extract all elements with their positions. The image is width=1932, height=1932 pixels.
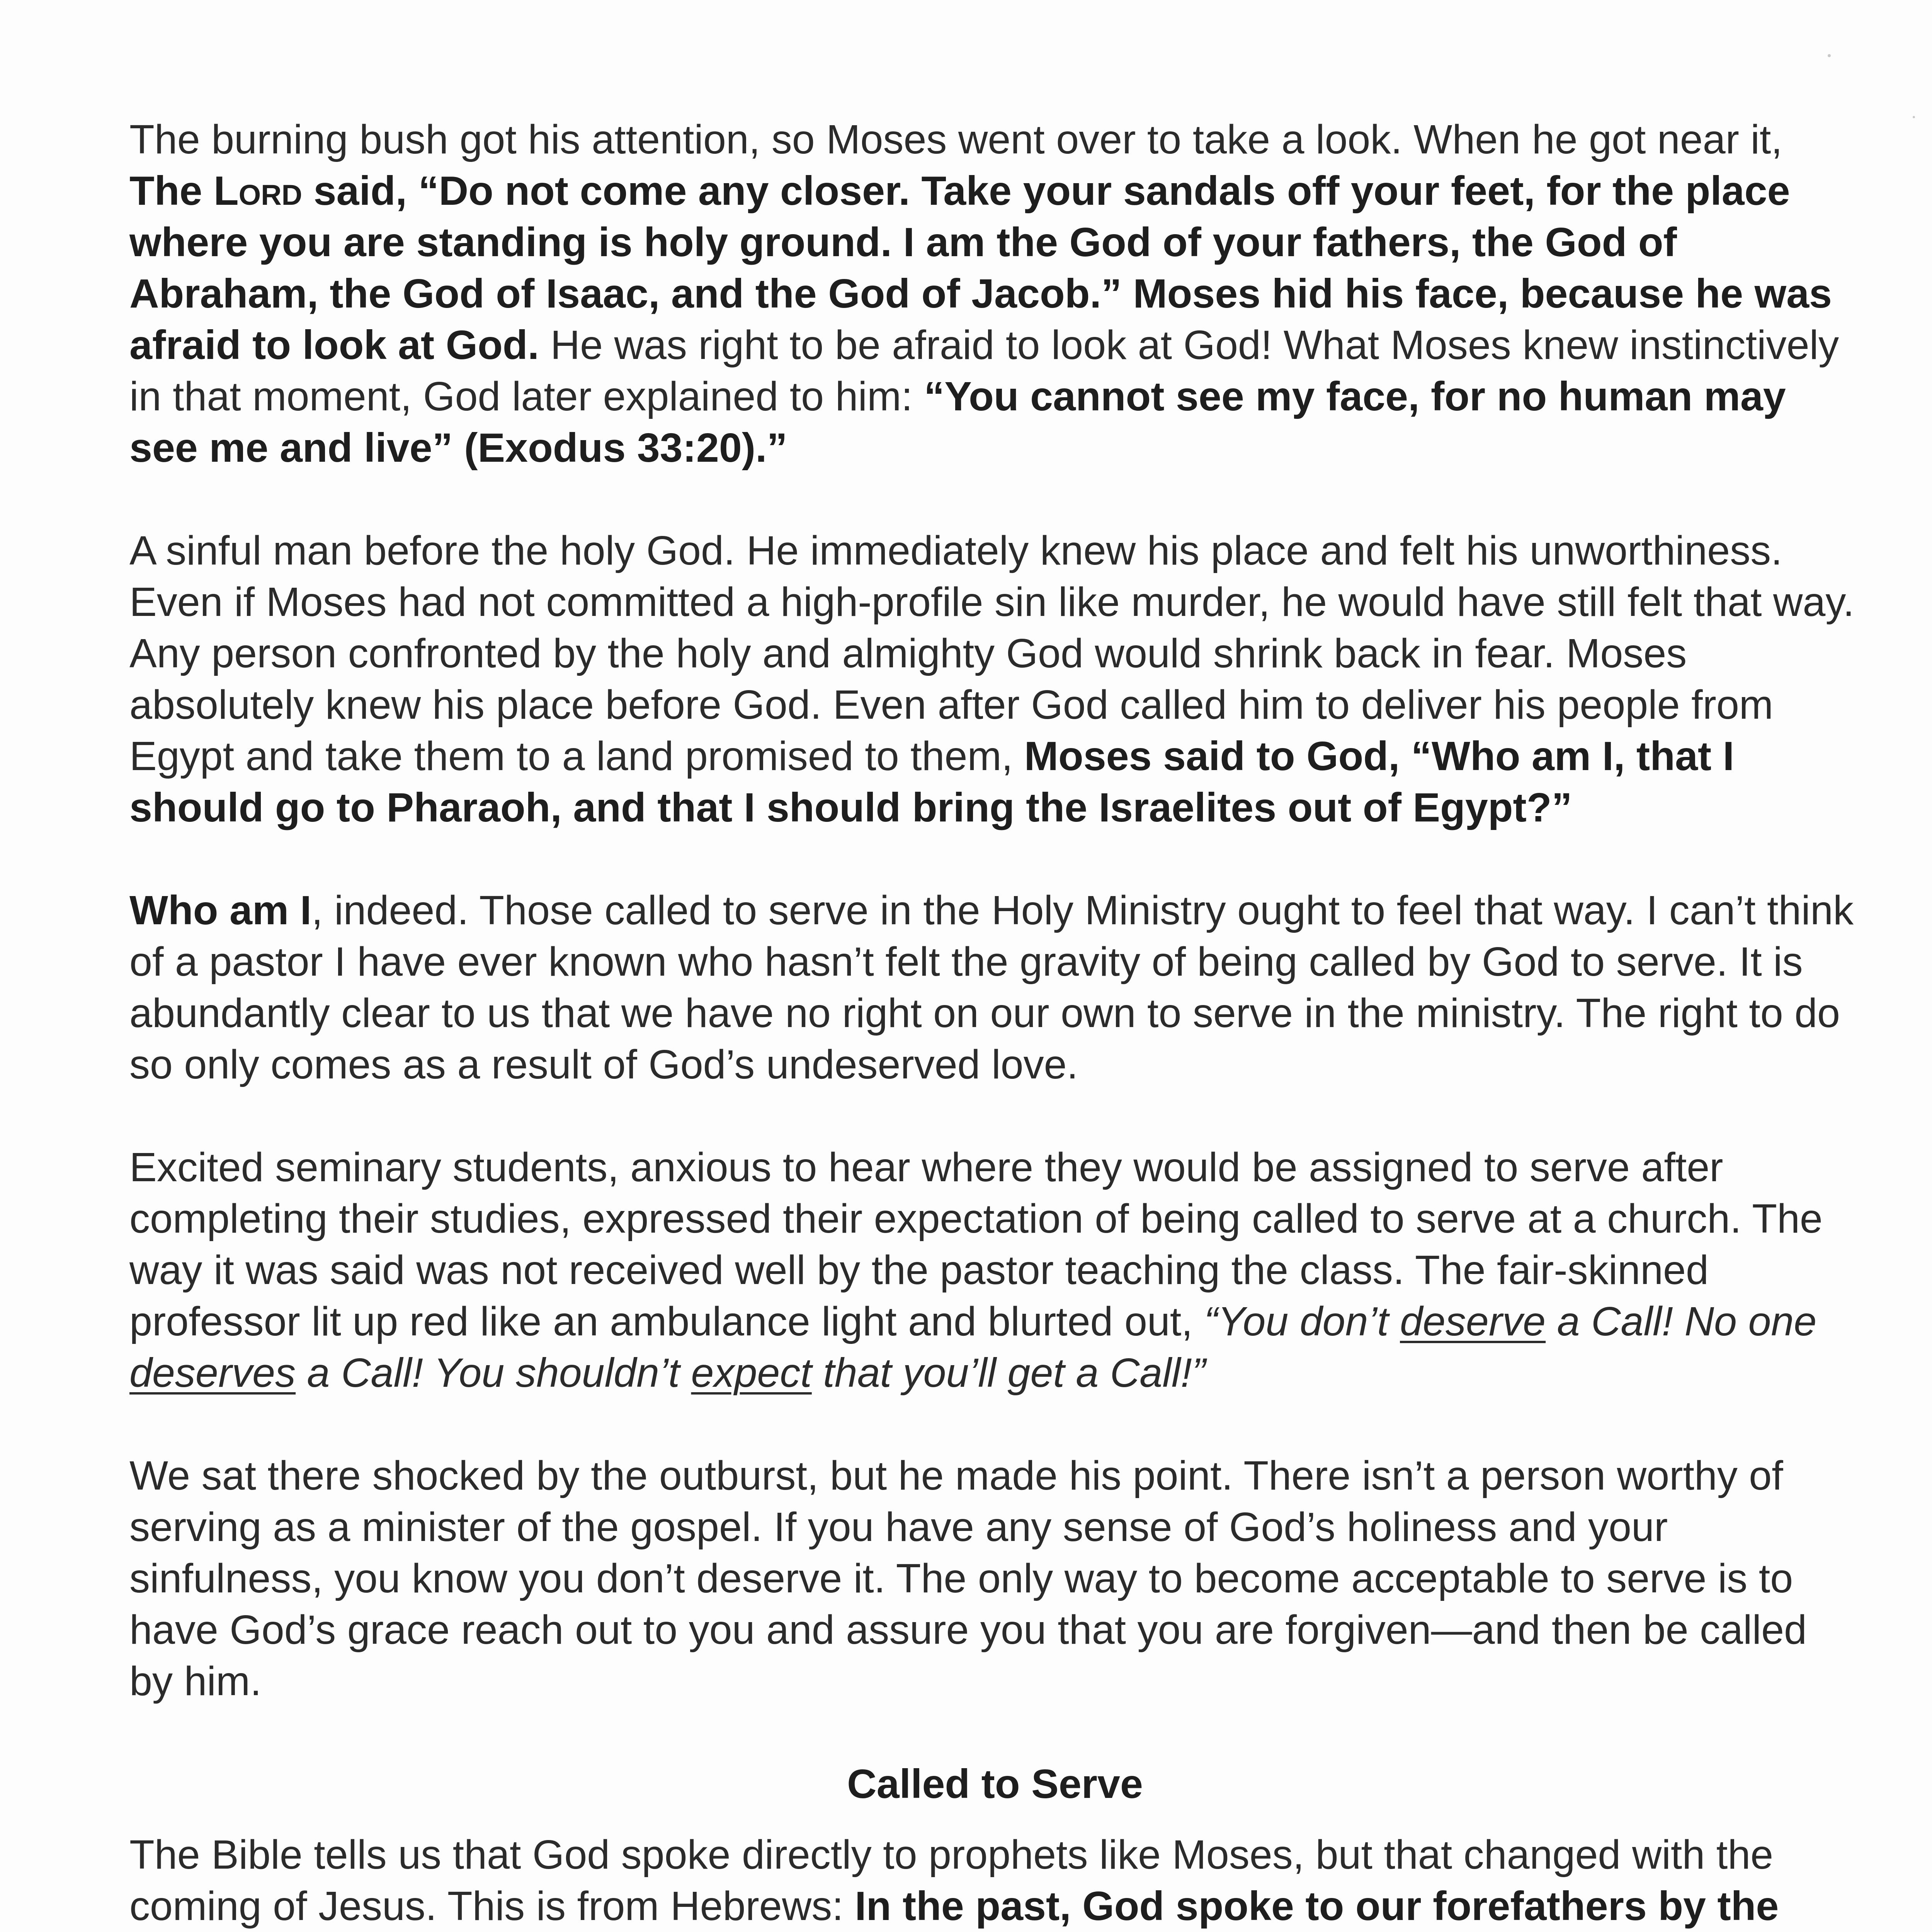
scripture-quote: The Lord said, “Do not come any closer. Take your sandals off your feet, for the place where you are standing is holy ground. I am the God of your fathers, the God of Abraham, the God of Isaac, and the God of Jacob.” Moses hid his face, because he was afraid to look at God. <box>129 168 1832 368</box>
scripture-quote: In the past, God spoke to our forefathers by the <box>855 1883 1779 1929</box>
underlined-word: deserves <box>129 1350 296 1396</box>
paragraph-text: , indeed. Those called to serve in the Holy Ministry ought to feel that way. I can’t think of a pastor I have ever known who hasn’t felt the gravity of being called by God to serve. It is abundantly clear to us that we have no right on our own to serve in the ministry. The right to do so only comes as a result of God’s undeserved love. <box>129 888 1854 1087</box>
scan-speck <box>1828 54 1831 57</box>
paragraph-who-am-i <box>129 885 1861 1090</box>
paragraph-burning-bush <box>129 114 1861 474</box>
paragraph-text: We sat there shocked by the outburst, but he made his point. There isn’t a person worthy of serving as a minister of the gospel. If you have any sense of God’s holiness and your sinfulness, you know you don’t deserve it. The only way to become acceptable to serve is to have God’s grace reach out to you and assure you that you are forgiven—and then be called by him. <box>129 1453 1807 1704</box>
section-heading: Called to Serve <box>847 1761 1143 1807</box>
paragraph-text: He was right to be afraid to look at God! What Moses knew instinctively in that moment, God later explained to him: <box>129 322 1839 419</box>
paragraph-sinful-man <box>129 525 1861 833</box>
paragraph-text: The burning bush got his attention, so Moses went over to take a look. When he got near it, <box>129 117 1782 162</box>
underlined-word: expect <box>691 1350 812 1396</box>
paragraph-text: The Bible tells us that God spoke directly to prophets like Moses, but that changed with the coming of Jesus. This is from Hebrews: <box>129 1832 1774 1929</box>
paragraph-seminary-students <box>129 1142 1861 1399</box>
emphasis-text: Who am I <box>129 888 312 933</box>
scripture-quote: Moses said to God, “Who am I, that I should go to Pharaoh, and that I should bring the Israelites out of Egypt?” <box>129 733 1735 830</box>
paragraph-bible-tells-us <box>129 1829 1861 1932</box>
underlined-word: deserve <box>1400 1299 1546 1344</box>
scripture-quote: “You cannot see my face, for no human may see me and live” (Exodus 33:20).” <box>129 374 1786 471</box>
paragraph-text: A sinful man before the holy God. He immediately knew his place and felt his unworthiness. Even if Moses had not committed a high-profile sin like murder, he would have still felt that way. Any person confronted by the holy and almighty God would shrink back in fear. Moses absolutely knew his place before God. Even after God called him to deliver his people from Egypt and take them to a land promised to them, <box>129 528 1854 779</box>
small-caps-lord: Lord <box>213 168 303 214</box>
document-body <box>129 114 1861 1932</box>
professor-quote: “You don’t deserve a Call! No one deserves a Call! You shouldn’t expect that you’ll get a Call!” <box>129 1299 1817 1396</box>
paragraph-shocked <box>129 1450 1861 1707</box>
scan-speck <box>1913 116 1915 118</box>
paragraph-text: Excited seminary students, anxious to hear where they would be assigned to serve after completing their studies, expressed their expectation of being called to serve at a church. The way it was said was not received well by the pastor teaching the class. The fair-skinned professor lit up red like an ambulance light and blurted out, <box>129 1145 1823 1344</box>
